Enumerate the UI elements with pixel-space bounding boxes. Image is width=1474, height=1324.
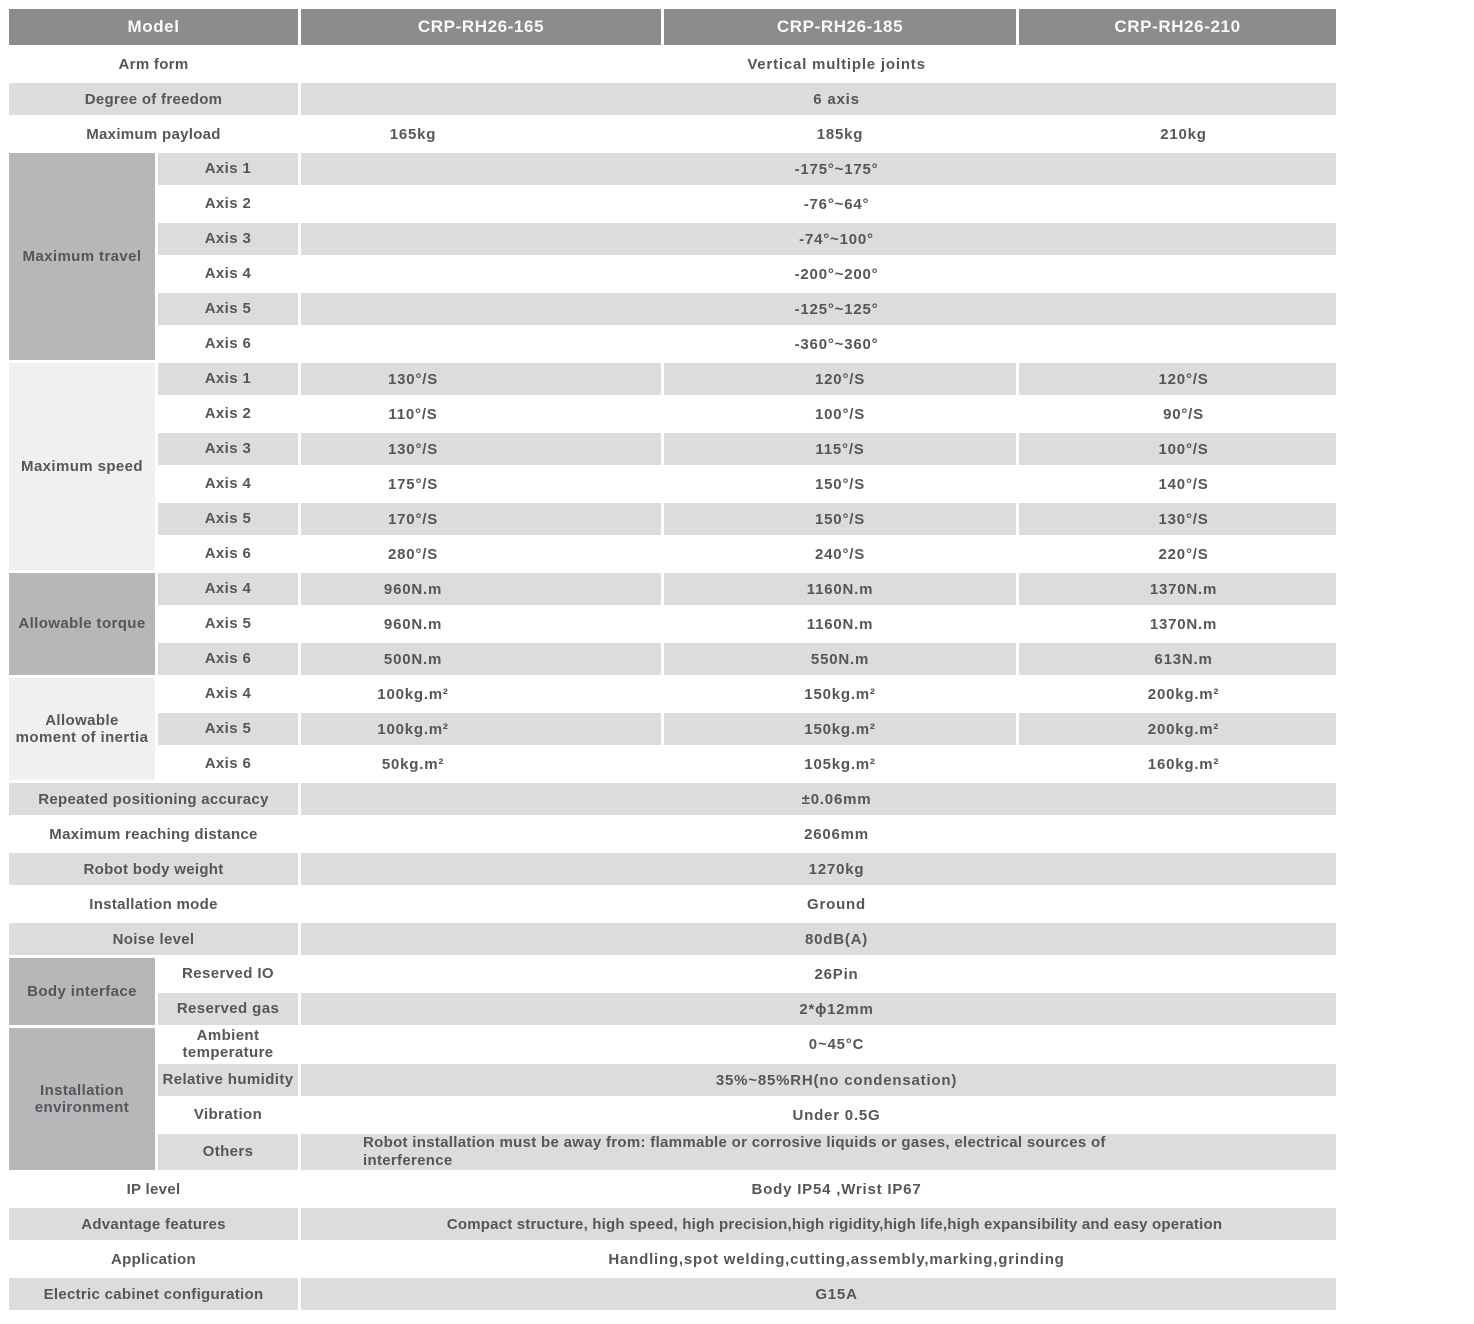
inertia-axis-4-value-210: 200kg.m² bbox=[1019, 678, 1336, 710]
reserved-gas-value: 2*ϕ12mm bbox=[301, 993, 1336, 1025]
torque-axis-6-value-185: 550N.m bbox=[664, 643, 1016, 675]
travel-axis-4-row bbox=[9, 258, 1336, 290]
torque-axis-5-value-185: 1160N.m bbox=[664, 608, 1016, 640]
inertia-axis-5-value-210: 200kg.m² bbox=[1019, 713, 1336, 745]
body-interface-group-label: Body interface bbox=[9, 958, 155, 1025]
electric-cabinet-configuration-value: G15A bbox=[301, 1278, 1336, 1310]
travel-axis-3-row bbox=[9, 223, 1336, 255]
speed-axis-1-value-185: 120°/S bbox=[664, 363, 1016, 395]
installation-mode-row bbox=[9, 888, 1336, 920]
others-value: Robot installation must be away from: flammable or corrosive liquids or gases, electrical sources of interference bbox=[301, 1134, 1336, 1170]
speed-axis-2-value-185: 100°/S bbox=[664, 398, 1016, 430]
inertia-axis-4-value-185: 150kg.m² bbox=[664, 678, 1016, 710]
repeated-positioning-accuracy-value: ±0.06mm bbox=[301, 783, 1336, 815]
torque-axis-4-value-185: 1160N.m bbox=[664, 573, 1016, 605]
speed-axis-6-value-210: 220°/S bbox=[1019, 538, 1336, 570]
travel-axis-6-row bbox=[9, 328, 1336, 360]
speed-axis-2-value-165: 110°/S bbox=[301, 398, 661, 430]
payload-value-185: 185kg bbox=[664, 118, 1016, 150]
speed-axis-6-label: Axis 6 bbox=[158, 538, 298, 570]
allowable-moment-of-inertia-group-label: Allowable moment of inertia bbox=[9, 678, 155, 780]
advantage-features-value: Compact structure, high speed, high precision,high rigidity,high life,high expansibility and easy operation bbox=[301, 1208, 1336, 1240]
vibration-row bbox=[9, 1099, 1336, 1131]
speed-axis-6-row bbox=[9, 538, 1336, 570]
header-row bbox=[9, 9, 1336, 45]
speed-axis-4-row bbox=[9, 468, 1336, 500]
relative-humidity-value: 35%~85%RH(no condensation) bbox=[301, 1064, 1336, 1096]
travel-axis-3-label: Axis 3 bbox=[158, 223, 298, 255]
vibration-value: Under 0.5G bbox=[301, 1099, 1336, 1131]
torque-axis-6-label: Axis 6 bbox=[158, 643, 298, 675]
reserved-gas-label: Reserved gas bbox=[158, 993, 298, 1025]
inertia-axis-6-row bbox=[9, 748, 1336, 780]
ip-level-label: IP level bbox=[9, 1173, 298, 1205]
repeated-positioning-accuracy-label: Repeated positioning accuracy bbox=[9, 783, 298, 815]
inertia-axis-5-label: Axis 5 bbox=[158, 713, 298, 745]
reserved-io-row bbox=[9, 958, 1336, 990]
travel-axis-1-value: -175°~175° bbox=[301, 153, 1336, 185]
reserved-io-label: Reserved IO bbox=[158, 958, 298, 990]
travel-axis-1-row bbox=[9, 153, 1336, 185]
torque-axis-5-value-210: 1370N.m bbox=[1019, 608, 1336, 640]
speed-axis-6-value-185: 240°/S bbox=[664, 538, 1016, 570]
ip-level-row bbox=[9, 1173, 1336, 1205]
payload-value-165: 165kg bbox=[301, 118, 661, 150]
speed-axis-3-value-210: 100°/S bbox=[1019, 433, 1336, 465]
noise-level-row bbox=[9, 923, 1336, 955]
installation-mode-value: Ground bbox=[301, 888, 1336, 920]
travel-axis-4-value: -200°~200° bbox=[301, 258, 1336, 290]
travel-axis-6-label: Axis 6 bbox=[158, 328, 298, 360]
advantage-features-row bbox=[9, 1208, 1336, 1240]
speed-axis-3-label: Axis 3 bbox=[158, 433, 298, 465]
torque-axis-4-value-165: 960N.m bbox=[301, 573, 661, 605]
noise-level-label: Noise level bbox=[9, 923, 298, 955]
installation-mode-label: Installation mode bbox=[9, 888, 298, 920]
inertia-axis-5-value-185: 150kg.m² bbox=[664, 713, 1016, 745]
maximum-reaching-distance-label: Maximum reaching distance bbox=[9, 818, 298, 850]
inertia-axis-5-value-165: 100kg.m² bbox=[301, 713, 661, 745]
allowable-torque-group-label: Allowable torque bbox=[9, 573, 155, 675]
application-value: Handling,spot welding,cutting,assembly,marking,grinding bbox=[301, 1243, 1336, 1275]
robot-body-weight-row bbox=[9, 853, 1336, 885]
speed-axis-1-value-165: 130°/S bbox=[301, 363, 661, 395]
torque-axis-4-row bbox=[9, 573, 1336, 605]
travel-axis-2-row bbox=[9, 188, 1336, 220]
torque-axis-5-label: Axis 5 bbox=[158, 608, 298, 640]
installation-environment-group-label: Installation environment bbox=[9, 1028, 155, 1170]
torque-axis-5-value-165: 960N.m bbox=[301, 608, 661, 640]
maximum-travel-group-label: Maximum travel bbox=[9, 153, 155, 360]
speed-axis-3-row bbox=[9, 433, 1336, 465]
arm-form-row bbox=[9, 48, 1336, 80]
noise-level-value: 80dB(A) bbox=[301, 923, 1336, 955]
speed-axis-4-value-165: 175°/S bbox=[301, 468, 661, 500]
speed-axis-2-row bbox=[9, 398, 1336, 430]
speed-axis-5-row bbox=[9, 503, 1336, 535]
travel-axis-1-label: Axis 1 bbox=[158, 153, 298, 185]
inertia-axis-6-label: Axis 6 bbox=[158, 748, 298, 780]
travel-axis-4-label: Axis 4 bbox=[158, 258, 298, 290]
travel-axis-2-value: -76°~64° bbox=[301, 188, 1336, 220]
speed-axis-1-value-210: 120°/S bbox=[1019, 363, 1336, 395]
speed-axis-4-value-210: 140°/S bbox=[1019, 468, 1336, 500]
arm-form-label: Arm form bbox=[9, 48, 298, 80]
application-label: Application bbox=[9, 1243, 298, 1275]
maximum-payload-row bbox=[9, 118, 1336, 150]
degree-of-freedom-label: Degree of freedom bbox=[9, 83, 298, 115]
speed-axis-6-value-165: 280°/S bbox=[301, 538, 661, 570]
model-name-210: CRP-RH26-210 bbox=[1019, 9, 1336, 45]
relative-humidity-label: Relative humidity bbox=[158, 1064, 298, 1096]
inertia-axis-6-value-210: 160kg.m² bbox=[1019, 748, 1336, 780]
degree-of-freedom-value: 6 axis bbox=[301, 83, 1336, 115]
speed-axis-3-value-185: 115°/S bbox=[664, 433, 1016, 465]
inertia-axis-6-value-185: 105kg.m² bbox=[664, 748, 1016, 780]
speed-axis-2-label: Axis 2 bbox=[158, 398, 298, 430]
maximum-reaching-distance-value: 2606mm bbox=[301, 818, 1336, 850]
torque-axis-4-label: Axis 4 bbox=[158, 573, 298, 605]
degree-of-freedom-row bbox=[9, 83, 1336, 115]
relative-humidity-row bbox=[9, 1064, 1336, 1096]
ip-level-value: Body IP54 ,Wrist IP67 bbox=[301, 1173, 1336, 1205]
travel-axis-2-label: Axis 2 bbox=[158, 188, 298, 220]
torque-axis-6-value-210: 613N.m bbox=[1019, 643, 1336, 675]
repeated-positioning-accuracy-row bbox=[9, 783, 1336, 815]
application-row bbox=[9, 1243, 1336, 1275]
maximum-reaching-distance-row bbox=[9, 818, 1336, 850]
travel-axis-5-label: Axis 5 bbox=[158, 293, 298, 325]
travel-axis-5-row bbox=[9, 293, 1336, 325]
speed-axis-5-value-185: 150°/S bbox=[664, 503, 1016, 535]
speed-axis-4-value-185: 150°/S bbox=[664, 468, 1016, 500]
model-name-185: CRP-RH26-185 bbox=[664, 9, 1016, 45]
torque-axis-4-value-210: 1370N.m bbox=[1019, 573, 1336, 605]
maximum-payload-label: Maximum payload bbox=[9, 118, 298, 150]
inertia-axis-4-row bbox=[9, 678, 1336, 710]
travel-axis-3-value: -74°~100° bbox=[301, 223, 1336, 255]
arm-form-value: Vertical multiple joints bbox=[301, 48, 1336, 80]
vibration-label: Vibration bbox=[158, 1099, 298, 1131]
robot-spec-table bbox=[6, 6, 1339, 1313]
inertia-axis-6-value-165: 50kg.m² bbox=[301, 748, 661, 780]
speed-axis-5-label: Axis 5 bbox=[158, 503, 298, 535]
speed-axis-1-label: Axis 1 bbox=[158, 363, 298, 395]
travel-axis-5-value: -125°~125° bbox=[301, 293, 1336, 325]
torque-axis-6-row bbox=[9, 643, 1336, 675]
others-label: Others bbox=[158, 1134, 298, 1170]
others-row bbox=[9, 1134, 1336, 1170]
torque-axis-6-value-165: 500N.m bbox=[301, 643, 661, 675]
speed-axis-1-row bbox=[9, 363, 1336, 395]
speed-axis-5-value-210: 130°/S bbox=[1019, 503, 1336, 535]
inertia-axis-4-value-165: 100kg.m² bbox=[301, 678, 661, 710]
ambient-temperature-label: Ambient temperature bbox=[158, 1028, 298, 1061]
ambient-temperature-row bbox=[9, 1028, 1336, 1061]
electric-cabinet-configuration-label: Electric cabinet configuration bbox=[9, 1278, 298, 1310]
speed-axis-4-label: Axis 4 bbox=[158, 468, 298, 500]
robot-body-weight-label: Robot body weight bbox=[9, 853, 298, 885]
ambient-temperature-value: 0~45°C bbox=[301, 1028, 1336, 1061]
payload-value-210: 210kg bbox=[1019, 118, 1336, 150]
maximum-speed-group-label: Maximum speed bbox=[9, 363, 155, 570]
speed-axis-3-value-165: 130°/S bbox=[301, 433, 661, 465]
electric-cabinet-configuration-row bbox=[9, 1278, 1336, 1310]
model-name-165: CRP-RH26-165 bbox=[301, 9, 661, 45]
inertia-axis-5-row bbox=[9, 713, 1336, 745]
robot-body-weight-value: 1270kg bbox=[301, 853, 1336, 885]
reserved-gas-row bbox=[9, 993, 1336, 1025]
reserved-io-value: 26Pin bbox=[301, 958, 1336, 990]
travel-axis-6-value: -360°~360° bbox=[301, 328, 1336, 360]
inertia-axis-4-label: Axis 4 bbox=[158, 678, 298, 710]
torque-axis-5-row bbox=[9, 608, 1336, 640]
model-header-label: Model bbox=[9, 9, 298, 45]
speed-axis-2-value-210: 90°/S bbox=[1019, 398, 1336, 430]
advantage-features-label: Advantage features bbox=[9, 1208, 298, 1240]
speed-axis-5-value-165: 170°/S bbox=[301, 503, 661, 535]
